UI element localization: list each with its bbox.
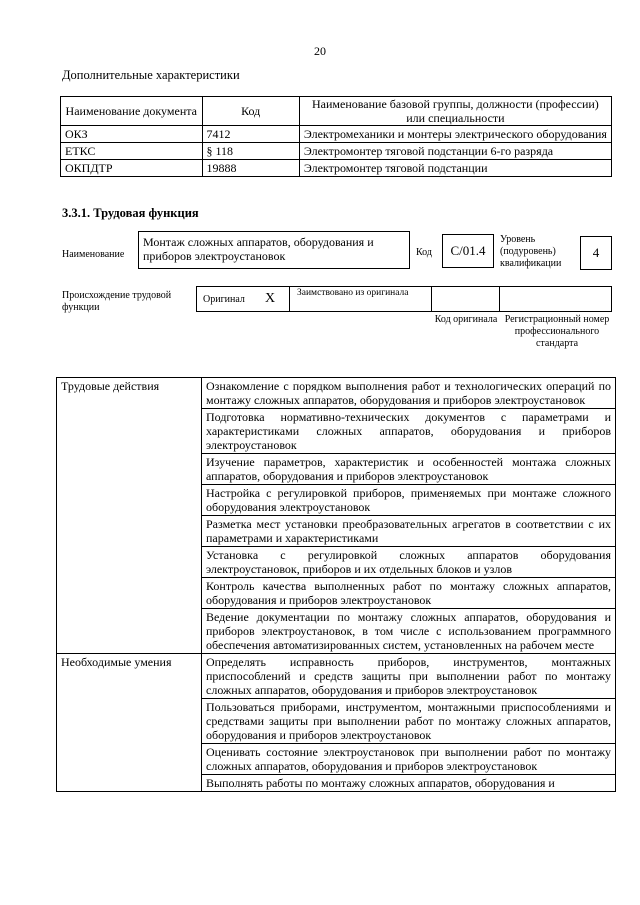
page-number: 20 xyxy=(314,44,326,58)
divider xyxy=(289,287,290,311)
cell-code: 7412 xyxy=(202,126,299,143)
labor-function-title: 3.3.1. Трудовая функция xyxy=(62,206,199,220)
skill-item: Определять исправность приборов, инструментов, монтажных приспособлений и средств защиты при выполнении работ по монтажу сложных аппаратов, оборудования и приборов электроустановок xyxy=(202,654,616,699)
action-item: Контроль качества выполненных работ по монтажу сложных аппаратов, оборудования и приборов электроустановок xyxy=(202,578,616,609)
table-header-row xyxy=(61,97,612,126)
origin-row xyxy=(196,286,612,312)
additional-characteristics-title: Дополнительные характеристики xyxy=(62,68,240,82)
cell-document: ЕТКС xyxy=(61,143,203,160)
original-label: Оригинал xyxy=(203,294,245,305)
action-item: Ознакомление с порядком выполнения работ и технологических операций по монтажу сложных аппаратов, оборудования и приборов электроустановок xyxy=(202,378,616,409)
action-item: Подготовка нормативно-технических документов с параметрами и характеристиками сложных аппаратов, оборудования и приборов электроустановок xyxy=(202,409,616,454)
skill-item: Оценивать состояние электроустановок при выполнении работ по монтажу сложных аппаратов, оборудования и приборов электроустановок xyxy=(202,744,616,775)
original-mark: X xyxy=(265,291,276,306)
function-name-box: Монтаж сложных аппаратов, оборудования и приборов электроустановок xyxy=(138,231,410,269)
action-item: Установка с регулировкой сложных аппаратов оборудования электроустановок, приборов и их отдельных блоков и узлов xyxy=(202,547,616,578)
cell-name: Электромонтер тяговой подстанции 6-го разряда xyxy=(299,143,611,160)
code-label: Код xyxy=(416,247,432,258)
header-document: Наименование документа xyxy=(61,97,203,126)
action-item: Настройка с регулировкой приборов, применяемых при монтаже сложного оборудования электроустановок xyxy=(202,485,616,516)
cell-document: ОКЗ xyxy=(61,126,203,143)
action-item: Изучение параметров, характеристик и особенностей монтажа сложных аппаратов, оборудования и приборов электроустановок xyxy=(202,454,616,485)
divider xyxy=(431,287,432,311)
cell-document: ОКПДТР xyxy=(61,160,203,177)
level-value-box: 4 xyxy=(580,236,612,270)
divider xyxy=(499,287,500,311)
cell-code: § 118 xyxy=(202,143,299,160)
level-label: Уровень (подуровень) квалификации xyxy=(500,234,562,269)
action-item: Ведение документации по монтажу сложных аппаратов, оборудования и приборов электроустановок, в том числе с использованием программного обеспечения автоматизированных систем, установленных на рабочем месте xyxy=(202,609,616,654)
reg-number-caption: Регистрационный номер профессионального стандарта xyxy=(504,314,610,349)
table-row xyxy=(57,654,616,699)
header-group-name: Наименование базовой группы, должности (профессии) или специальности xyxy=(299,97,611,126)
header-code: Код xyxy=(202,97,299,126)
name-label: Наименование xyxy=(62,249,125,260)
skills-label: Необходимые умения xyxy=(57,654,202,792)
actions-label: Трудовые действия xyxy=(57,378,202,654)
code-original-caption: Код оригинала xyxy=(434,314,498,325)
cell-name: Электромонтер тяговой подстанции xyxy=(299,160,611,177)
action-item: Разметка мест установки преобразовательных агрегатов в соответствии с их параметрами и характеристиками xyxy=(202,516,616,547)
cell-code: 19888 xyxy=(202,160,299,177)
skill-item: Пользоваться приборами, инструментом, монтажными приспособлениями и средствами защиты при выполнении работ по монтажу сложных аппаратов, оборудования и приборов электроустановок xyxy=(202,699,616,744)
cell-name: Электромеханики и монтеры электрического оборудования xyxy=(299,126,611,143)
table-row xyxy=(61,143,612,160)
skill-item: Выполнять работы по монтажу сложных аппаратов, оборудования и xyxy=(202,775,616,792)
additional-characteristics-table xyxy=(60,96,612,177)
function-code-box: С/01.4 xyxy=(442,234,494,268)
table-row xyxy=(57,378,616,409)
origin-label: Происхождение трудовой функции xyxy=(62,290,172,313)
borrowed-label: Заимствовано из оригинала xyxy=(297,288,409,298)
table-row xyxy=(61,160,612,177)
labor-function-table xyxy=(56,377,616,792)
table-row xyxy=(61,126,612,143)
